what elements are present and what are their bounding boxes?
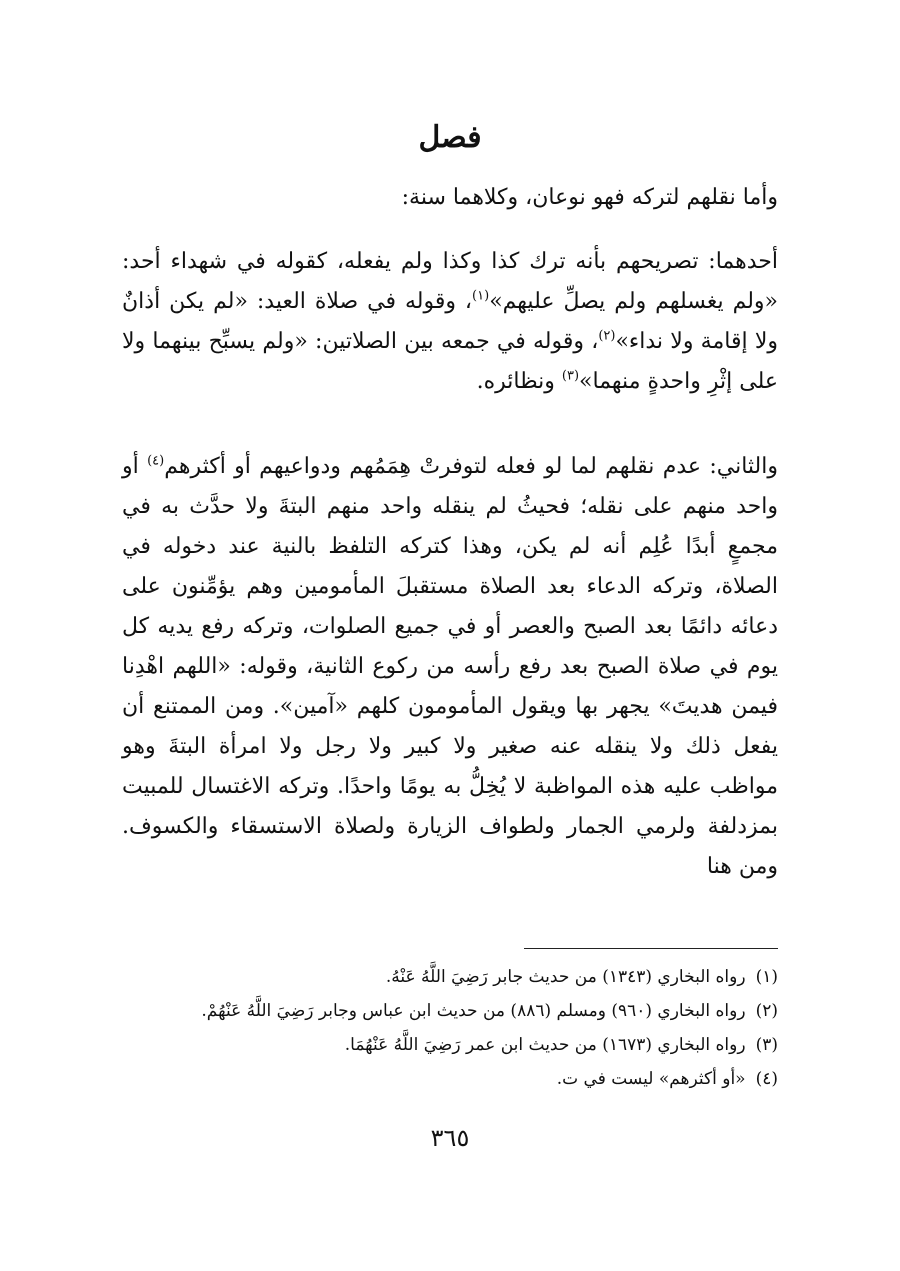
chapter-title: فصل xyxy=(418,120,482,155)
footnote-ref-2[interactable]: (٢) xyxy=(598,328,616,344)
footnote-item xyxy=(122,1062,778,1096)
footnote-text: رواه البخاري (١٦٧٣) من حديث ابن عمر رَضِيَ اللَّهُ عَنْهُمَا. xyxy=(344,1035,746,1055)
para1-text-3: ، وقوله في جمعه بين الصلاتين: «ولم يسبِّح بينهما ولا على إثْرِ واحدةٍ منهما» xyxy=(122,329,778,394)
footnote-divider xyxy=(524,948,778,949)
footnote-item xyxy=(122,960,778,994)
paragraph-first-type xyxy=(122,242,778,402)
para1-text-4: ونظائره. xyxy=(476,369,562,394)
footnotes-list xyxy=(122,960,778,1096)
footnote-text: رواه البخاري (٩٦٠) ومسلم (٨٨٦) من حديث ابن عباس وجابر رَضِيَ اللَّهُ عَنْهُمْ. xyxy=(201,1001,746,1021)
footnote-ref-1[interactable]: (١) xyxy=(472,288,490,304)
footnote-text: رواه البخاري (١٣٤٣) من حديث جابر رَضِيَ اللَّهُ عَنْهُ. xyxy=(385,967,746,987)
paragraph-second-type xyxy=(122,447,778,887)
intro-paragraph: وأما نقلهم لتركه فهو نوعان، وكلاهما سنة: xyxy=(401,185,778,210)
footnote-number: (٢) xyxy=(755,1001,778,1021)
footnote-ref-3[interactable]: (٣) xyxy=(561,368,580,384)
para1-text-1: أحدهما: تصريحهم بأنه ترك كذا وكذا ولم يفعله، كقوله في شهداء أحد: «ولم يغسلهم ولم يصلِّ عليهم» xyxy=(122,249,779,314)
footnote-text: «أو أكثرهم» ليست في ت. xyxy=(556,1069,746,1089)
footnote-ref-4[interactable]: (٤) xyxy=(147,453,165,469)
footnote-number: (٣) xyxy=(755,1035,778,1055)
para2-text-1: والثاني: عدم نقلهم لما لو فعله لتوفرتْ هِمَمُهم ودواعيهم أو أكثرهم xyxy=(164,454,778,479)
para2-text-2: أو واحد منهم على نقله؛ فحيثُ لم ينقله واحد منهم البتةَ ولا حدَّث به في مجمعٍ أبدًا عُلِم أنه لم يكن، وهذا كتركه التلفظ بالنية عند دخوله في الصلاة، وتركه الدعاء بعد الصلاة مستقبلَ المأمومين وهم يؤمِّنون على دعائه دائمًا بعد الصبح والعصر أو في جميع الصلوات، وتركه رفع يديه كل يوم في صلاة الصبح بعد رفع رأسه من ركوع الثانية، وقوله: «اللهم اهْدِنا فيمن هديتَ» يجهر بها ويقول المأمومون كلهم «آمين». ومن الممتنع أن يفعل ذلك ولا ينقله عنه صغير ولا كبير ولا رجل ولا امرأة البتةَ وهو مواظب عليه هذه المواظبة لا يُخِلُّ به يومًا واحدًا. وتركه الاغتسال للمبيت بمزدلفة ولرمي الجمار ولطواف الزيارة ولصلاة الاستسقاء والكسوف. ومن هنا xyxy=(122,454,778,879)
para1-text-2: ، وقوله في صلاة العيد: «لم يكن أذانٌ ولا إقامة ولا نداء» xyxy=(122,289,778,354)
footnote-number: (٤) xyxy=(755,1069,778,1089)
footnote-number: (١) xyxy=(755,967,778,987)
footnote-item xyxy=(122,1028,778,1062)
footnote-item xyxy=(122,994,778,1028)
page-number: ٣٦٥ xyxy=(430,1124,470,1152)
